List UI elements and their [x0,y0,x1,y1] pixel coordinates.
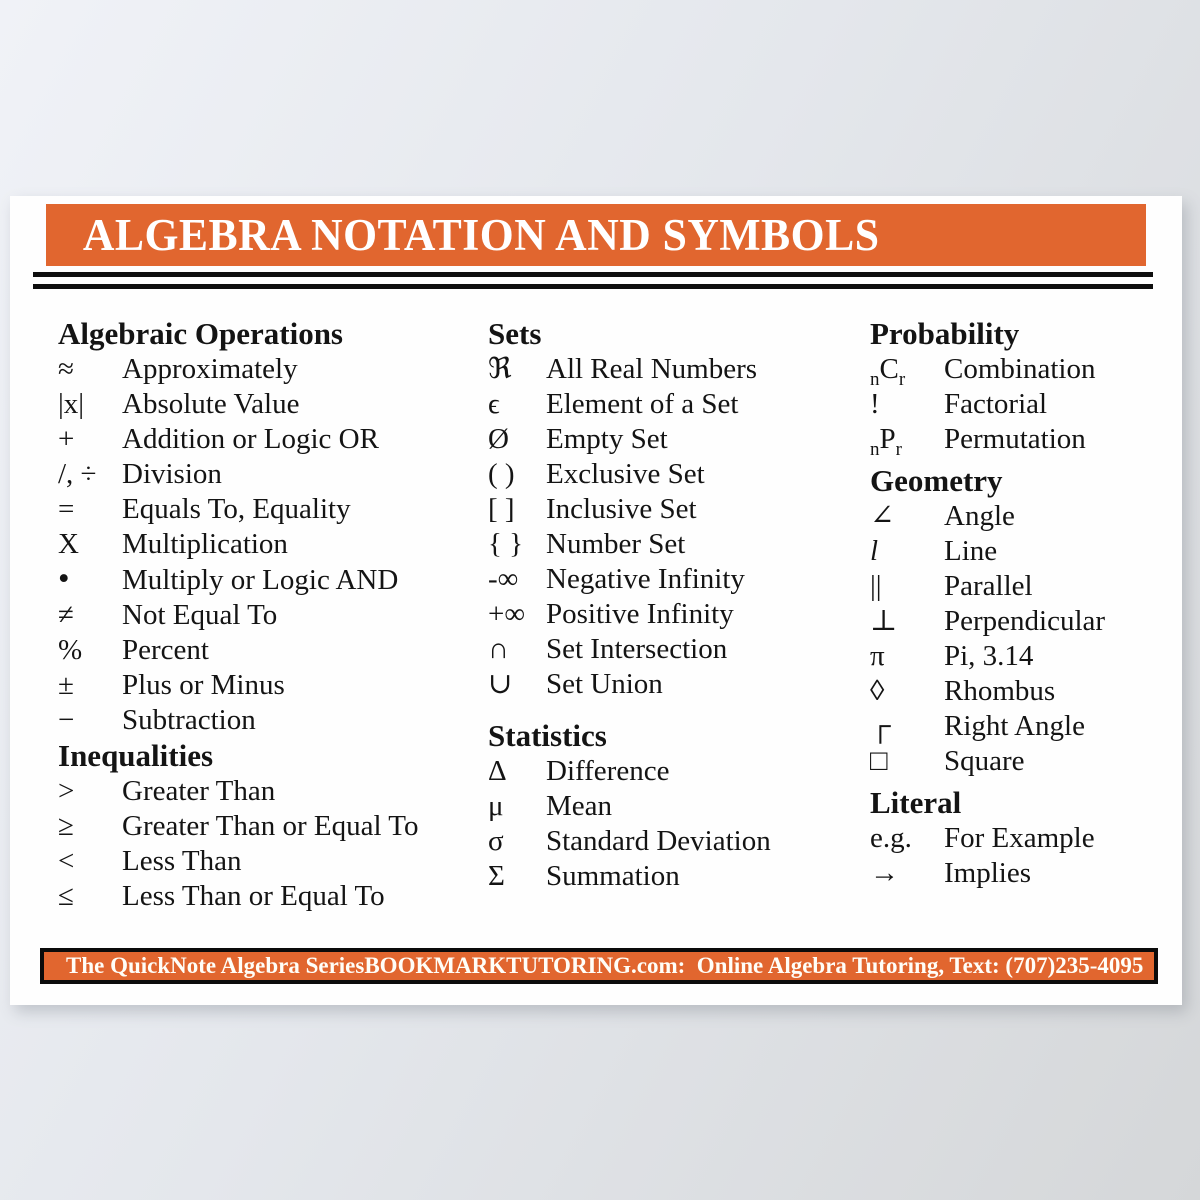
symbol-row [58,703,486,738]
title-banner [46,204,1146,266]
symbol-row [58,633,486,668]
meaning-cell: Approximately [122,353,298,385]
meaning-cell: Greater Than [122,775,276,807]
meaning-cell: Addition or Logic OR [122,423,379,455]
symbol-cell: ⊥ [870,605,898,637]
symbol-cell: • [58,561,70,597]
meaning-cell: Pi, 3.14 [944,640,1034,672]
column-probability-geometry-literal [870,316,1178,891]
symbol-cell: > [58,775,75,807]
symbol-cell: [ ] [488,493,515,525]
symbol-cell: σ [488,825,504,857]
symbol-cell: ≥ [58,810,74,842]
symbol-cell: ∪ [488,668,513,700]
symbol-cell: -∞ [488,563,519,595]
symbol-row [870,387,1178,422]
symbol-row [58,387,486,422]
symbol-row [870,604,1178,639]
symbol-cell: μ [488,790,504,822]
section-sets [488,316,872,702]
section-heading: Inequalities [58,738,214,773]
symbol-row [870,821,1178,856]
symbol-row [870,674,1178,709]
symbol-row [58,598,486,633]
symbol-row [488,667,872,702]
rule-line-bottom [33,284,1153,289]
meaning-cell: Subtraction [122,704,256,736]
meaning-cell: Factorial [944,388,1048,420]
meaning-cell: Mean [546,790,613,822]
symbol-cell: < [58,845,75,877]
symbol-cell: → [870,857,899,889]
symbol-row [488,789,872,824]
section-heading: Geometry [870,463,1003,498]
meaning-cell: Less Than [122,845,242,877]
header-double-rule [33,272,1153,296]
symbol-cell: e.g. [870,822,912,854]
meaning-cell: Right Angle [944,710,1085,742]
meaning-cell: Multiplication [122,528,288,560]
symbol-cell: ≈ [58,353,74,385]
symbol-cell: ϵ [488,388,500,420]
symbol-row [58,809,486,844]
symbol-row [488,597,872,632]
symbol-cell: □ [870,745,888,777]
meaning-cell: Permutation [944,423,1086,455]
section-probability [870,316,1178,460]
symbol-cell: $_nC_r$ [870,353,906,390]
symbol-cell: ( ) [488,458,515,490]
symbol-row [488,527,872,562]
meaning-cell: For Example [944,822,1095,854]
section-literal [870,785,1178,891]
meaning-cell: Summation [546,860,680,892]
symbol-row [488,422,872,457]
meaning-cell: All Real Numbers [546,353,758,385]
meaning-cell: Rhombus [944,675,1056,707]
meaning-cell: Set Union [546,668,663,700]
column-algebraic-operations [58,316,486,914]
symbol-row [58,844,486,879]
meaning-cell: Square [944,745,1025,777]
symbol-cell: + [58,423,75,455]
symbol-cell: $_nP_r$ [870,423,902,460]
meaning-cell: Division [122,458,222,490]
symbol-row [488,632,872,667]
meaning-cell: Number Set [546,528,686,560]
meaning-cell: Element of a Set [546,388,739,420]
column-sets-statistics [488,316,872,894]
symbol-cell: π [870,640,885,672]
symbol-cell: ∠ [870,500,895,532]
section-heading: Probability [870,316,1020,351]
symbol-row [58,668,486,703]
symbol-row [488,824,872,859]
symbol-cell: /, ÷ [58,458,97,490]
section-statistics [488,718,872,894]
meaning-cell: Percent [122,634,209,666]
symbol-row [58,562,486,598]
symbol-cell: ! [870,388,880,420]
section-heading: Algebraic Operations [58,316,343,351]
symbol-row [488,352,872,387]
symbol-row [488,754,872,789]
symbol-row [488,562,872,597]
footer-contact-label: BOOKMARKTUTORING.com: Online Algebra Tutoring, Text: (707)235-4095 [364,953,1144,978]
meaning-cell: Parallel [944,570,1033,602]
symbol-cell: ≤ [58,880,74,912]
meaning-cell: Set Intersection [546,633,728,665]
symbol-cell: X [58,528,79,560]
symbol-cell: ┌ [870,710,891,742]
meaning-cell: Angle [944,500,1015,532]
symbol-cell: l [870,535,879,567]
meaning-cell: Standard Deviation [546,825,771,857]
symbol-cell: Ø [488,423,509,455]
meaning-cell: Perpendicular [944,605,1106,637]
section-geometry [870,463,1178,779]
symbol-row [58,879,486,914]
section-heading: Sets [488,316,542,351]
symbol-row [870,422,1178,460]
symbol-row [488,457,872,492]
symbol-row [488,859,872,894]
symbol-row [870,499,1178,534]
symbol-row [58,352,486,387]
poster-title: ALGEBRA NOTATION AND SYMBOLS [82,210,880,260]
symbol-row [58,492,486,527]
meaning-cell: Combination [944,353,1096,385]
section-inequalities [58,738,486,914]
symbol-cell: ≠ [58,599,74,631]
symbol-row [58,422,486,457]
symbol-row [58,457,486,492]
meaning-cell: Exclusive Set [546,458,705,490]
meaning-cell: Equals To, Equality [122,493,351,525]
meaning-cell: Plus or Minus [122,669,285,701]
symbol-row [870,569,1178,604]
symbol-cell: ∩ [488,633,509,665]
meaning-cell: Less Than or Equal To [122,880,385,912]
meaning-cell: Inclusive Set [546,493,697,525]
symbol-cell: || [870,570,882,602]
meaning-cell: Greater Than or Equal To [122,810,419,842]
meaning-cell: Empty Set [546,423,668,455]
symbol-cell: ℜ [488,353,512,385]
symbol-cell: { } [488,528,524,560]
symbol-cell: Δ [488,755,507,787]
symbol-row [870,709,1178,744]
symbol-row [870,744,1178,779]
footer-series-label: The QuickNote Algebra Series [66,953,365,978]
symbol-row [870,352,1178,390]
footer-bar [40,948,1158,984]
symbol-cell: +∞ [488,598,526,630]
section-heading: Literal [870,785,962,820]
symbol-row [870,534,1178,569]
symbol-row [488,387,872,422]
meaning-cell: Absolute Value [122,388,300,420]
rule-line-top [33,272,1153,277]
symbol-row [870,639,1178,674]
meaning-cell: Positive Infinity [546,598,734,630]
symbol-cell: % [58,634,83,666]
symbol-row [870,856,1178,891]
symbol-cell: = [58,493,75,525]
symbol-cell: − [58,704,75,736]
section-algebraic-operations [58,316,486,738]
meaning-cell: Multiply or Logic AND [122,564,399,596]
symbol-cell: Σ [488,860,505,892]
symbol-row [58,527,486,562]
meaning-cell: Not Equal To [122,599,278,631]
meaning-cell: Line [944,535,998,567]
symbol-row [488,492,872,527]
symbol-cell: |x| [58,388,85,420]
meaning-cell: Implies [944,857,1031,889]
algebra-poster [10,196,1182,1005]
section-heading: Statistics [488,718,607,753]
symbol-cell: ◊ [870,675,885,707]
symbol-row [58,774,486,809]
symbol-cell: ± [58,669,74,701]
meaning-cell: Negative Infinity [546,563,745,595]
meaning-cell: Difference [546,755,670,787]
